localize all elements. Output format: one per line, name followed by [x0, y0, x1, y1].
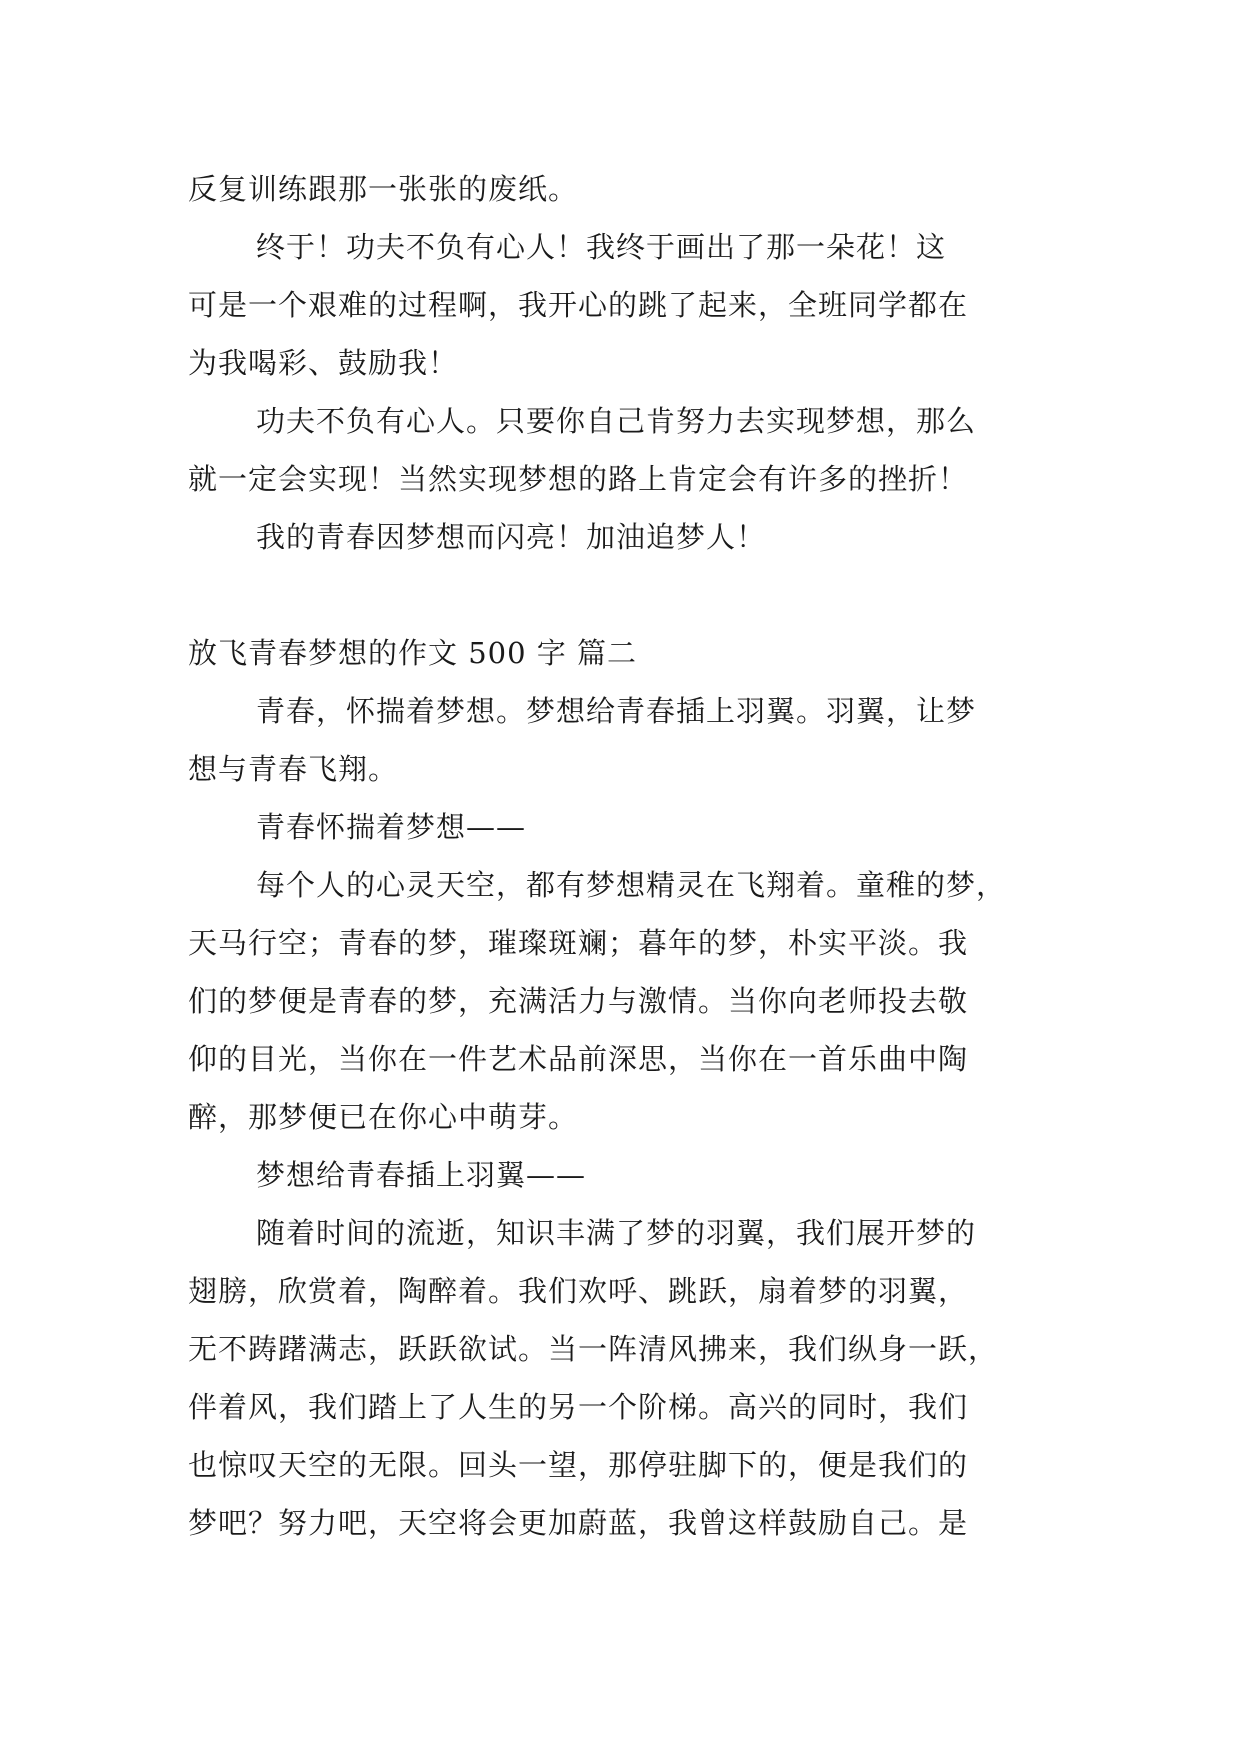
paragraph-line: 仰的目光，当你在一件艺术品前深思，当你在一首乐曲中陶: [188, 1042, 969, 1076]
paragraph-line: 伴着风，我们踏上了人生的另一个阶梯。高兴的同时，我们: [188, 1390, 969, 1424]
paragraph-line: 功夫不负有心人。只要你自己肯努力去实现梦想，那么: [256, 404, 977, 438]
paragraph-line: 翅膀，欣赏着，陶醉着。我们欢呼、跳跃，扇着梦的羽翼，: [188, 1274, 969, 1308]
paragraph-line: 随着时间的流逝，知识丰满了梦的羽翼，我们展开梦的: [256, 1216, 977, 1250]
paragraph-line: 们的梦便是青春的梦，充满活力与激情。当你向老师投去敬: [188, 984, 969, 1018]
paragraph-line: 为我喝彩、鼓励我！: [188, 346, 459, 380]
paragraph-line: 醉，那梦便已在你心中萌芽。: [188, 1100, 579, 1134]
paragraph-line: 青春，怀揣着梦想。梦想给青春插上羽翼。羽翼，让梦: [256, 694, 977, 728]
subheading-line: 青春怀揣着梦想——: [256, 810, 527, 844]
subheading-line: 梦想给青春插上羽翼——: [256, 1158, 587, 1192]
paragraph-line: 每个人的心灵天空，都有梦想精灵在飞翔着。童稚的梦，: [256, 868, 1007, 902]
document-page: [188, 160, 1052, 1552]
paragraph-line: 反复训练跟那一张张的废纸。: [188, 172, 579, 206]
paragraph-line: 无不踌躇满志，跃跃欲试。当一阵清风拂来，我们纵身一跃，: [188, 1332, 999, 1366]
blank-line: [188, 566, 1052, 624]
paragraph-line: 想与青春飞翔。: [188, 752, 399, 786]
paragraph-line: 天马行空；青春的梦，璀璨斑斓；暮年的梦，朴实平淡。我: [188, 926, 969, 960]
paragraph-line: 就一定会实现！当然实现梦想的路上肯定会有许多的挫折！: [188, 462, 969, 496]
paragraph-line: 我的青春因梦想而闪亮！加油追梦人！: [256, 520, 767, 554]
section-heading: 放飞青春梦想的作文 500 字 篇二: [188, 636, 638, 670]
paragraph-line: 梦吧？努力吧，天空将会更加蔚蓝，我曾这样鼓励自己。是: [188, 1506, 969, 1540]
paragraph-line: 终于！功夫不负有心人！我终于画出了那一朵花！这: [256, 230, 947, 264]
paragraph-line: 也惊叹天空的无限。回头一望，那停驻脚下的，便是我们的: [188, 1448, 969, 1482]
paragraph-line: 可是一个艰难的过程啊，我开心的跳了起来，全班同学都在: [188, 288, 969, 322]
